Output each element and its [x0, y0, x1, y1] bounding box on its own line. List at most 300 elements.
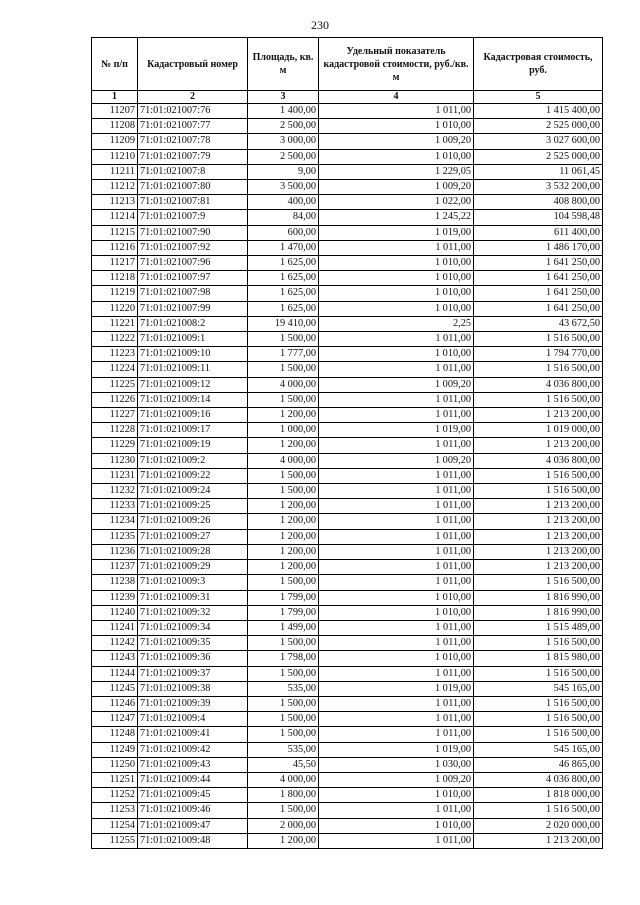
area-cell: 2 500,00 — [248, 119, 319, 134]
cadastral-cost-cell: 1 516 500,00 — [474, 392, 603, 407]
area-cell: 535,00 — [248, 681, 319, 696]
table-row — [92, 423, 603, 438]
specific-value-cell: 1 030,00 — [319, 757, 474, 772]
table-row — [92, 362, 603, 377]
row-number-cell: 11238 — [92, 575, 138, 590]
area-cell: 1 800,00 — [248, 788, 319, 803]
specific-value-cell: 1 019,00 — [319, 681, 474, 696]
row-number-cell: 11250 — [92, 757, 138, 772]
table-body — [92, 104, 603, 849]
table-row — [92, 620, 603, 635]
cadastral-number-cell: 71:01:021009:14 — [138, 392, 248, 407]
area-cell: 1 200,00 — [248, 408, 319, 423]
table-row — [92, 301, 603, 316]
cadastral-number-cell: 71:01:021007:80 — [138, 180, 248, 195]
cadastral-cost-cell: 1 516 500,00 — [474, 332, 603, 347]
specific-value-cell: 1 010,00 — [319, 651, 474, 666]
row-number-cell: 11252 — [92, 788, 138, 803]
cadastral-number-cell: 71:01:021007:76 — [138, 104, 248, 119]
cadastral-cost-cell: 1 516 500,00 — [474, 636, 603, 651]
header-cadastral-cost: Кадастровая стоимость, руб. — [474, 38, 603, 91]
row-number-cell: 11230 — [92, 453, 138, 468]
column-number-row — [92, 91, 603, 104]
row-number-cell: 11241 — [92, 620, 138, 635]
table-row — [92, 256, 603, 271]
specific-value-cell: 1 009,20 — [319, 377, 474, 392]
table-row — [92, 180, 603, 195]
row-number-cell: 11229 — [92, 438, 138, 453]
table-row — [92, 833, 603, 848]
row-number-cell: 11244 — [92, 666, 138, 681]
row-number-cell: 11223 — [92, 347, 138, 362]
specific-value-cell: 1 011,00 — [319, 727, 474, 742]
cadastral-number-cell: 71:01:021009:36 — [138, 651, 248, 666]
specific-value-cell: 1 009,20 — [319, 180, 474, 195]
cadastral-cost-cell: 1 818 000,00 — [474, 788, 603, 803]
area-cell: 1 200,00 — [248, 438, 319, 453]
specific-value-cell: 1 011,00 — [319, 833, 474, 848]
row-number-cell: 11213 — [92, 195, 138, 210]
specific-value-cell: 1 009,20 — [319, 134, 474, 149]
specific-value-cell: 1 011,00 — [319, 803, 474, 818]
area-cell: 1 625,00 — [248, 301, 319, 316]
row-number-cell: 11233 — [92, 499, 138, 514]
row-number-cell: 11219 — [92, 286, 138, 301]
cadastral-number-cell: 71:01:021008:2 — [138, 316, 248, 331]
specific-value-cell: 1 011,00 — [319, 666, 474, 681]
area-cell: 600,00 — [248, 225, 319, 240]
specific-value-cell: 1 011,00 — [319, 575, 474, 590]
cadastral-number-cell: 71:01:021009:26 — [138, 514, 248, 529]
cadastral-number-cell: 71:01:021009:45 — [138, 788, 248, 803]
cadastral-cost-cell: 1 516 500,00 — [474, 468, 603, 483]
specific-value-cell: 1 011,00 — [319, 408, 474, 423]
cadastral-cost-cell: 1 794 770,00 — [474, 347, 603, 362]
table-row — [92, 818, 603, 833]
row-number-cell: 11211 — [92, 164, 138, 179]
column-number: 5 — [474, 91, 603, 104]
cadastral-cost-cell: 545 165,00 — [474, 742, 603, 757]
column-number: 4 — [319, 91, 474, 104]
area-cell: 45,50 — [248, 757, 319, 772]
table-row — [92, 134, 603, 149]
cadastral-cost-cell: 1 515 489,00 — [474, 620, 603, 635]
cadastral-number-cell: 71:01:021009:27 — [138, 529, 248, 544]
area-cell: 1 200,00 — [248, 529, 319, 544]
area-cell: 1 500,00 — [248, 803, 319, 818]
specific-value-cell: 1 229,05 — [319, 164, 474, 179]
area-cell: 2 000,00 — [248, 818, 319, 833]
row-number-cell: 11214 — [92, 210, 138, 225]
area-cell: 1 500,00 — [248, 727, 319, 742]
row-number-cell: 11247 — [92, 712, 138, 727]
specific-value-cell: 1 011,00 — [319, 620, 474, 635]
cadastral-number-cell: 71:01:021009:3 — [138, 575, 248, 590]
cadastral-cost-cell: 1 213 200,00 — [474, 544, 603, 559]
table-row — [92, 119, 603, 134]
specific-value-cell: 1 010,00 — [319, 788, 474, 803]
header-number: № п/п — [92, 38, 138, 91]
area-cell: 1 625,00 — [248, 286, 319, 301]
area-cell: 19 410,00 — [248, 316, 319, 331]
cadastral-number-cell: 71:01:021009:43 — [138, 757, 248, 772]
cadastral-number-cell: 71:01:021009:38 — [138, 681, 248, 696]
area-cell: 2 500,00 — [248, 149, 319, 164]
row-number-cell: 11217 — [92, 256, 138, 271]
cadastral-cost-cell: 1 213 200,00 — [474, 833, 603, 848]
table-row — [92, 666, 603, 681]
table-row — [92, 499, 603, 514]
cadastral-cost-cell: 1 213 200,00 — [474, 529, 603, 544]
cadastral-cost-cell: 1 816 990,00 — [474, 605, 603, 620]
cadastral-cost-cell: 1 516 500,00 — [474, 666, 603, 681]
area-cell: 1 625,00 — [248, 256, 319, 271]
table-row — [92, 575, 603, 590]
specific-value-cell: 1 010,00 — [319, 119, 474, 134]
area-cell: 3 500,00 — [248, 180, 319, 195]
table-row — [92, 104, 603, 119]
table-row — [92, 392, 603, 407]
cadastral-number-cell: 71:01:021007:8 — [138, 164, 248, 179]
cadastral-number-cell: 71:01:021007:78 — [138, 134, 248, 149]
row-number-cell: 11210 — [92, 149, 138, 164]
table-row — [92, 484, 603, 499]
cadastral-number-cell: 71:01:021009:1 — [138, 332, 248, 347]
row-number-cell: 11215 — [92, 225, 138, 240]
row-number-cell: 11221 — [92, 316, 138, 331]
table-row — [92, 712, 603, 727]
cadastral-cost-cell: 11 061,45 — [474, 164, 603, 179]
row-number-cell: 11227 — [92, 408, 138, 423]
specific-value-cell: 1 245,22 — [319, 210, 474, 225]
table-row — [92, 149, 603, 164]
cadastral-number-cell: 71:01:021007:79 — [138, 149, 248, 164]
area-cell: 535,00 — [248, 742, 319, 757]
cadastral-cost-cell: 1 516 500,00 — [474, 362, 603, 377]
table-row — [92, 164, 603, 179]
row-number-cell: 11246 — [92, 696, 138, 711]
table-row — [92, 772, 603, 787]
cadastral-cost-cell: 4 036 800,00 — [474, 377, 603, 392]
table-row — [92, 316, 603, 331]
specific-value-cell: 1 010,00 — [319, 347, 474, 362]
specific-value-cell: 1 010,00 — [319, 271, 474, 286]
row-number-cell: 11226 — [92, 392, 138, 407]
table-row — [92, 803, 603, 818]
row-number-cell: 11234 — [92, 514, 138, 529]
cadastral-number-cell: 71:01:021007:90 — [138, 225, 248, 240]
specific-value-cell: 1 011,00 — [319, 240, 474, 255]
area-cell: 9,00 — [248, 164, 319, 179]
row-number-cell: 11251 — [92, 772, 138, 787]
row-number-cell: 11254 — [92, 818, 138, 833]
row-number-cell: 11245 — [92, 681, 138, 696]
table-row — [92, 514, 603, 529]
specific-value-cell: 1 011,00 — [319, 392, 474, 407]
cadastral-cost-cell: 1 516 500,00 — [474, 803, 603, 818]
cadastral-cost-cell: 1 516 500,00 — [474, 696, 603, 711]
specific-value-cell: 1 019,00 — [319, 742, 474, 757]
specific-value-cell: 1 010,00 — [319, 256, 474, 271]
area-cell: 1 200,00 — [248, 514, 319, 529]
area-cell: 1 500,00 — [248, 696, 319, 711]
cadastral-cost-cell: 1 815 980,00 — [474, 651, 603, 666]
specific-value-cell: 1 009,20 — [319, 453, 474, 468]
cadastral-cost-cell: 1 816 990,00 — [474, 590, 603, 605]
table-row — [92, 727, 603, 742]
table-row — [92, 651, 603, 666]
area-cell: 1 799,00 — [248, 605, 319, 620]
cadastral-cost-cell: 3 027 600,00 — [474, 134, 603, 149]
table-row — [92, 742, 603, 757]
table-row — [92, 788, 603, 803]
cadastral-number-cell: 71:01:021009:41 — [138, 727, 248, 742]
area-cell: 4 000,00 — [248, 453, 319, 468]
area-cell: 1 200,00 — [248, 560, 319, 575]
specific-value-cell: 2,25 — [319, 316, 474, 331]
row-number-cell: 11220 — [92, 301, 138, 316]
row-number-cell: 11255 — [92, 833, 138, 848]
cadastral-number-cell: 71:01:021007:99 — [138, 301, 248, 316]
cadastral-number-cell: 71:01:021007:98 — [138, 286, 248, 301]
table-row — [92, 696, 603, 711]
row-number-cell: 11240 — [92, 605, 138, 620]
cadastral-number-cell: 71:01:021009:48 — [138, 833, 248, 848]
area-cell: 1 799,00 — [248, 590, 319, 605]
cadastral-cost-cell: 1 213 200,00 — [474, 499, 603, 514]
area-cell: 1 500,00 — [248, 712, 319, 727]
row-number-cell: 11218 — [92, 271, 138, 286]
cadastral-number-cell: 71:01:021009:11 — [138, 362, 248, 377]
cadastral-cost-cell: 46 865,00 — [474, 757, 603, 772]
area-cell: 1 798,00 — [248, 651, 319, 666]
specific-value-cell: 1 010,00 — [319, 605, 474, 620]
cadastral-number-cell: 71:01:021007:9 — [138, 210, 248, 225]
cadastral-number-cell: 71:01:021007:97 — [138, 271, 248, 286]
cadastral-cost-cell: 408 800,00 — [474, 195, 603, 210]
area-cell: 1 500,00 — [248, 575, 319, 590]
cadastral-number-cell: 71:01:021009:46 — [138, 803, 248, 818]
table-row — [92, 332, 603, 347]
specific-value-cell: 1 011,00 — [319, 362, 474, 377]
table-row — [92, 529, 603, 544]
table-row — [92, 468, 603, 483]
area-cell: 4 000,00 — [248, 377, 319, 392]
table-row — [92, 681, 603, 696]
cadastral-cost-cell: 2 525 000,00 — [474, 119, 603, 134]
row-number-cell: 11212 — [92, 180, 138, 195]
row-number-cell: 11224 — [92, 362, 138, 377]
table-row — [92, 286, 603, 301]
table-row — [92, 210, 603, 225]
area-cell: 1 470,00 — [248, 240, 319, 255]
cadastral-number-cell: 71:01:021009:2 — [138, 453, 248, 468]
row-number-cell: 11236 — [92, 544, 138, 559]
area-cell: 1 500,00 — [248, 636, 319, 651]
column-number: 2 — [138, 91, 248, 104]
area-cell: 400,00 — [248, 195, 319, 210]
area-cell: 4 000,00 — [248, 772, 319, 787]
table-row — [92, 544, 603, 559]
cadastral-number-cell: 71:01:021009:4 — [138, 712, 248, 727]
cadastral-cost-cell: 1 213 200,00 — [474, 408, 603, 423]
area-cell: 1 200,00 — [248, 833, 319, 848]
cadastral-cost-cell: 1 213 200,00 — [474, 514, 603, 529]
table-row — [92, 636, 603, 651]
specific-value-cell: 1 011,00 — [319, 332, 474, 347]
area-cell: 1 000,00 — [248, 423, 319, 438]
cadastral-number-cell: 71:01:021009:12 — [138, 377, 248, 392]
page-number: 230 — [311, 18, 329, 32]
table-row — [92, 438, 603, 453]
table-row — [92, 240, 603, 255]
area-cell: 1 400,00 — [248, 104, 319, 119]
area-cell: 3 000,00 — [248, 134, 319, 149]
row-number-cell: 11239 — [92, 590, 138, 605]
cadastral-number-cell: 71:01:021009:34 — [138, 620, 248, 635]
cadastral-number-cell: 71:01:021009:17 — [138, 423, 248, 438]
cadastral-number-cell: 71:01:021009:37 — [138, 666, 248, 681]
area-cell: 1 500,00 — [248, 332, 319, 347]
row-number-cell: 11225 — [92, 377, 138, 392]
cadastral-cost-cell: 43 672,50 — [474, 316, 603, 331]
cadastral-cost-cell: 1 516 500,00 — [474, 575, 603, 590]
cadastral-number-cell: 71:01:021009:25 — [138, 499, 248, 514]
header-specific-value: Удельный показатель кадастровой стоимости, руб./кв. м — [319, 38, 474, 91]
area-cell: 1 200,00 — [248, 544, 319, 559]
row-number-cell: 11207 — [92, 104, 138, 119]
area-cell: 84,00 — [248, 210, 319, 225]
row-number-cell: 11228 — [92, 423, 138, 438]
area-cell: 1 500,00 — [248, 392, 319, 407]
specific-value-cell: 1 011,00 — [319, 529, 474, 544]
cadastral-number-cell: 71:01:021009:28 — [138, 544, 248, 559]
cadastral-number-cell: 71:01:021009:32 — [138, 605, 248, 620]
area-cell: 1 625,00 — [248, 271, 319, 286]
cadastral-number-cell: 71:01:021007:92 — [138, 240, 248, 255]
cadastral-cost-cell: 1 213 200,00 — [474, 438, 603, 453]
cadastral-number-cell: 71:01:021009:47 — [138, 818, 248, 833]
row-number-cell: 11243 — [92, 651, 138, 666]
row-number-cell: 11231 — [92, 468, 138, 483]
specific-value-cell: 1 011,00 — [319, 696, 474, 711]
cadastral-table — [91, 37, 603, 849]
specific-value-cell: 1 011,00 — [319, 560, 474, 575]
cadastral-cost-cell: 1 641 250,00 — [474, 286, 603, 301]
specific-value-cell: 1 009,20 — [319, 772, 474, 787]
cadastral-cost-cell: 2 020 000,00 — [474, 818, 603, 833]
specific-value-cell: 1 011,00 — [319, 544, 474, 559]
specific-value-cell: 1 011,00 — [319, 514, 474, 529]
area-cell: 1 200,00 — [248, 499, 319, 514]
specific-value-cell: 1 011,00 — [319, 484, 474, 499]
header-cadastral-number: Кадастровый номер — [138, 38, 248, 91]
cadastral-number-cell: 71:01:021009:44 — [138, 772, 248, 787]
cadastral-number-cell: 71:01:021009:10 — [138, 347, 248, 362]
row-number-cell: 11235 — [92, 529, 138, 544]
cadastral-cost-cell: 1 516 500,00 — [474, 712, 603, 727]
cadastral-cost-cell: 1 019 000,00 — [474, 423, 603, 438]
area-cell: 1 777,00 — [248, 347, 319, 362]
specific-value-cell: 1 011,00 — [319, 438, 474, 453]
cadastral-cost-cell: 1 516 500,00 — [474, 727, 603, 742]
cadastral-cost-cell: 4 036 800,00 — [474, 772, 603, 787]
row-number-cell: 11237 — [92, 560, 138, 575]
specific-value-cell: 1 011,00 — [319, 468, 474, 483]
table-row — [92, 560, 603, 575]
row-number-cell: 11208 — [92, 119, 138, 134]
cadastral-number-cell: 71:01:021009:39 — [138, 696, 248, 711]
table-row — [92, 605, 603, 620]
cadastral-cost-cell: 1 213 200,00 — [474, 560, 603, 575]
cadastral-cost-cell: 4 036 800,00 — [474, 453, 603, 468]
cadastral-cost-cell: 3 532 200,00 — [474, 180, 603, 195]
cadastral-cost-cell: 1 641 250,00 — [474, 256, 603, 271]
cadastral-number-cell: 71:01:021009:22 — [138, 468, 248, 483]
cadastral-number-cell: 71:01:021007:77 — [138, 119, 248, 134]
specific-value-cell: 1 010,00 — [319, 149, 474, 164]
row-number-cell: 11232 — [92, 484, 138, 499]
cadastral-cost-cell: 611 400,00 — [474, 225, 603, 240]
row-number-cell: 11249 — [92, 742, 138, 757]
column-number: 1 — [92, 91, 138, 104]
cadastral-cost-cell: 1 641 250,00 — [474, 271, 603, 286]
header-area: Площадь, кв. м — [248, 38, 319, 91]
row-number-cell: 11242 — [92, 636, 138, 651]
row-number-cell: 11216 — [92, 240, 138, 255]
specific-value-cell: 1 010,00 — [319, 590, 474, 605]
area-cell: 1 500,00 — [248, 362, 319, 377]
specific-value-cell: 1 022,00 — [319, 195, 474, 210]
cadastral-cost-cell: 1 641 250,00 — [474, 301, 603, 316]
cadastral-number-cell: 71:01:021009:31 — [138, 590, 248, 605]
specific-value-cell: 1 011,00 — [319, 499, 474, 514]
table-row — [92, 225, 603, 240]
specific-value-cell: 1 019,00 — [319, 225, 474, 240]
table-row — [92, 377, 603, 392]
table-row — [92, 590, 603, 605]
table-row — [92, 757, 603, 772]
specific-value-cell: 1 010,00 — [319, 818, 474, 833]
specific-value-cell: 1 011,00 — [319, 712, 474, 727]
row-number-cell: 11209 — [92, 134, 138, 149]
specific-value-cell: 1 011,00 — [319, 636, 474, 651]
cadastral-number-cell: 71:01:021009:42 — [138, 742, 248, 757]
area-cell: 1 500,00 — [248, 468, 319, 483]
cadastral-cost-cell: 104 598,48 — [474, 210, 603, 225]
cadastral-number-cell: 71:01:021009:24 — [138, 484, 248, 499]
cadastral-number-cell: 71:01:021009:19 — [138, 438, 248, 453]
cadastral-cost-cell: 2 525 000,00 — [474, 149, 603, 164]
cadastral-number-cell: 71:01:021007:96 — [138, 256, 248, 271]
column-number: 3 — [248, 91, 319, 104]
table-row — [92, 408, 603, 423]
row-number-cell: 11253 — [92, 803, 138, 818]
area-cell: 1 500,00 — [248, 666, 319, 681]
cadastral-number-cell: 71:01:021009:35 — [138, 636, 248, 651]
cadastral-cost-cell: 1 415 400,00 — [474, 104, 603, 119]
area-cell: 1 499,00 — [248, 620, 319, 635]
specific-value-cell: 1 010,00 — [319, 301, 474, 316]
specific-value-cell: 1 011,00 — [319, 104, 474, 119]
table-row — [92, 271, 603, 286]
header-row — [92, 38, 603, 91]
specific-value-cell: 1 019,00 — [319, 423, 474, 438]
cadastral-number-cell: 71:01:021007:81 — [138, 195, 248, 210]
table-row — [92, 453, 603, 468]
cadastral-number-cell: 71:01:021009:29 — [138, 560, 248, 575]
specific-value-cell: 1 010,00 — [319, 286, 474, 301]
